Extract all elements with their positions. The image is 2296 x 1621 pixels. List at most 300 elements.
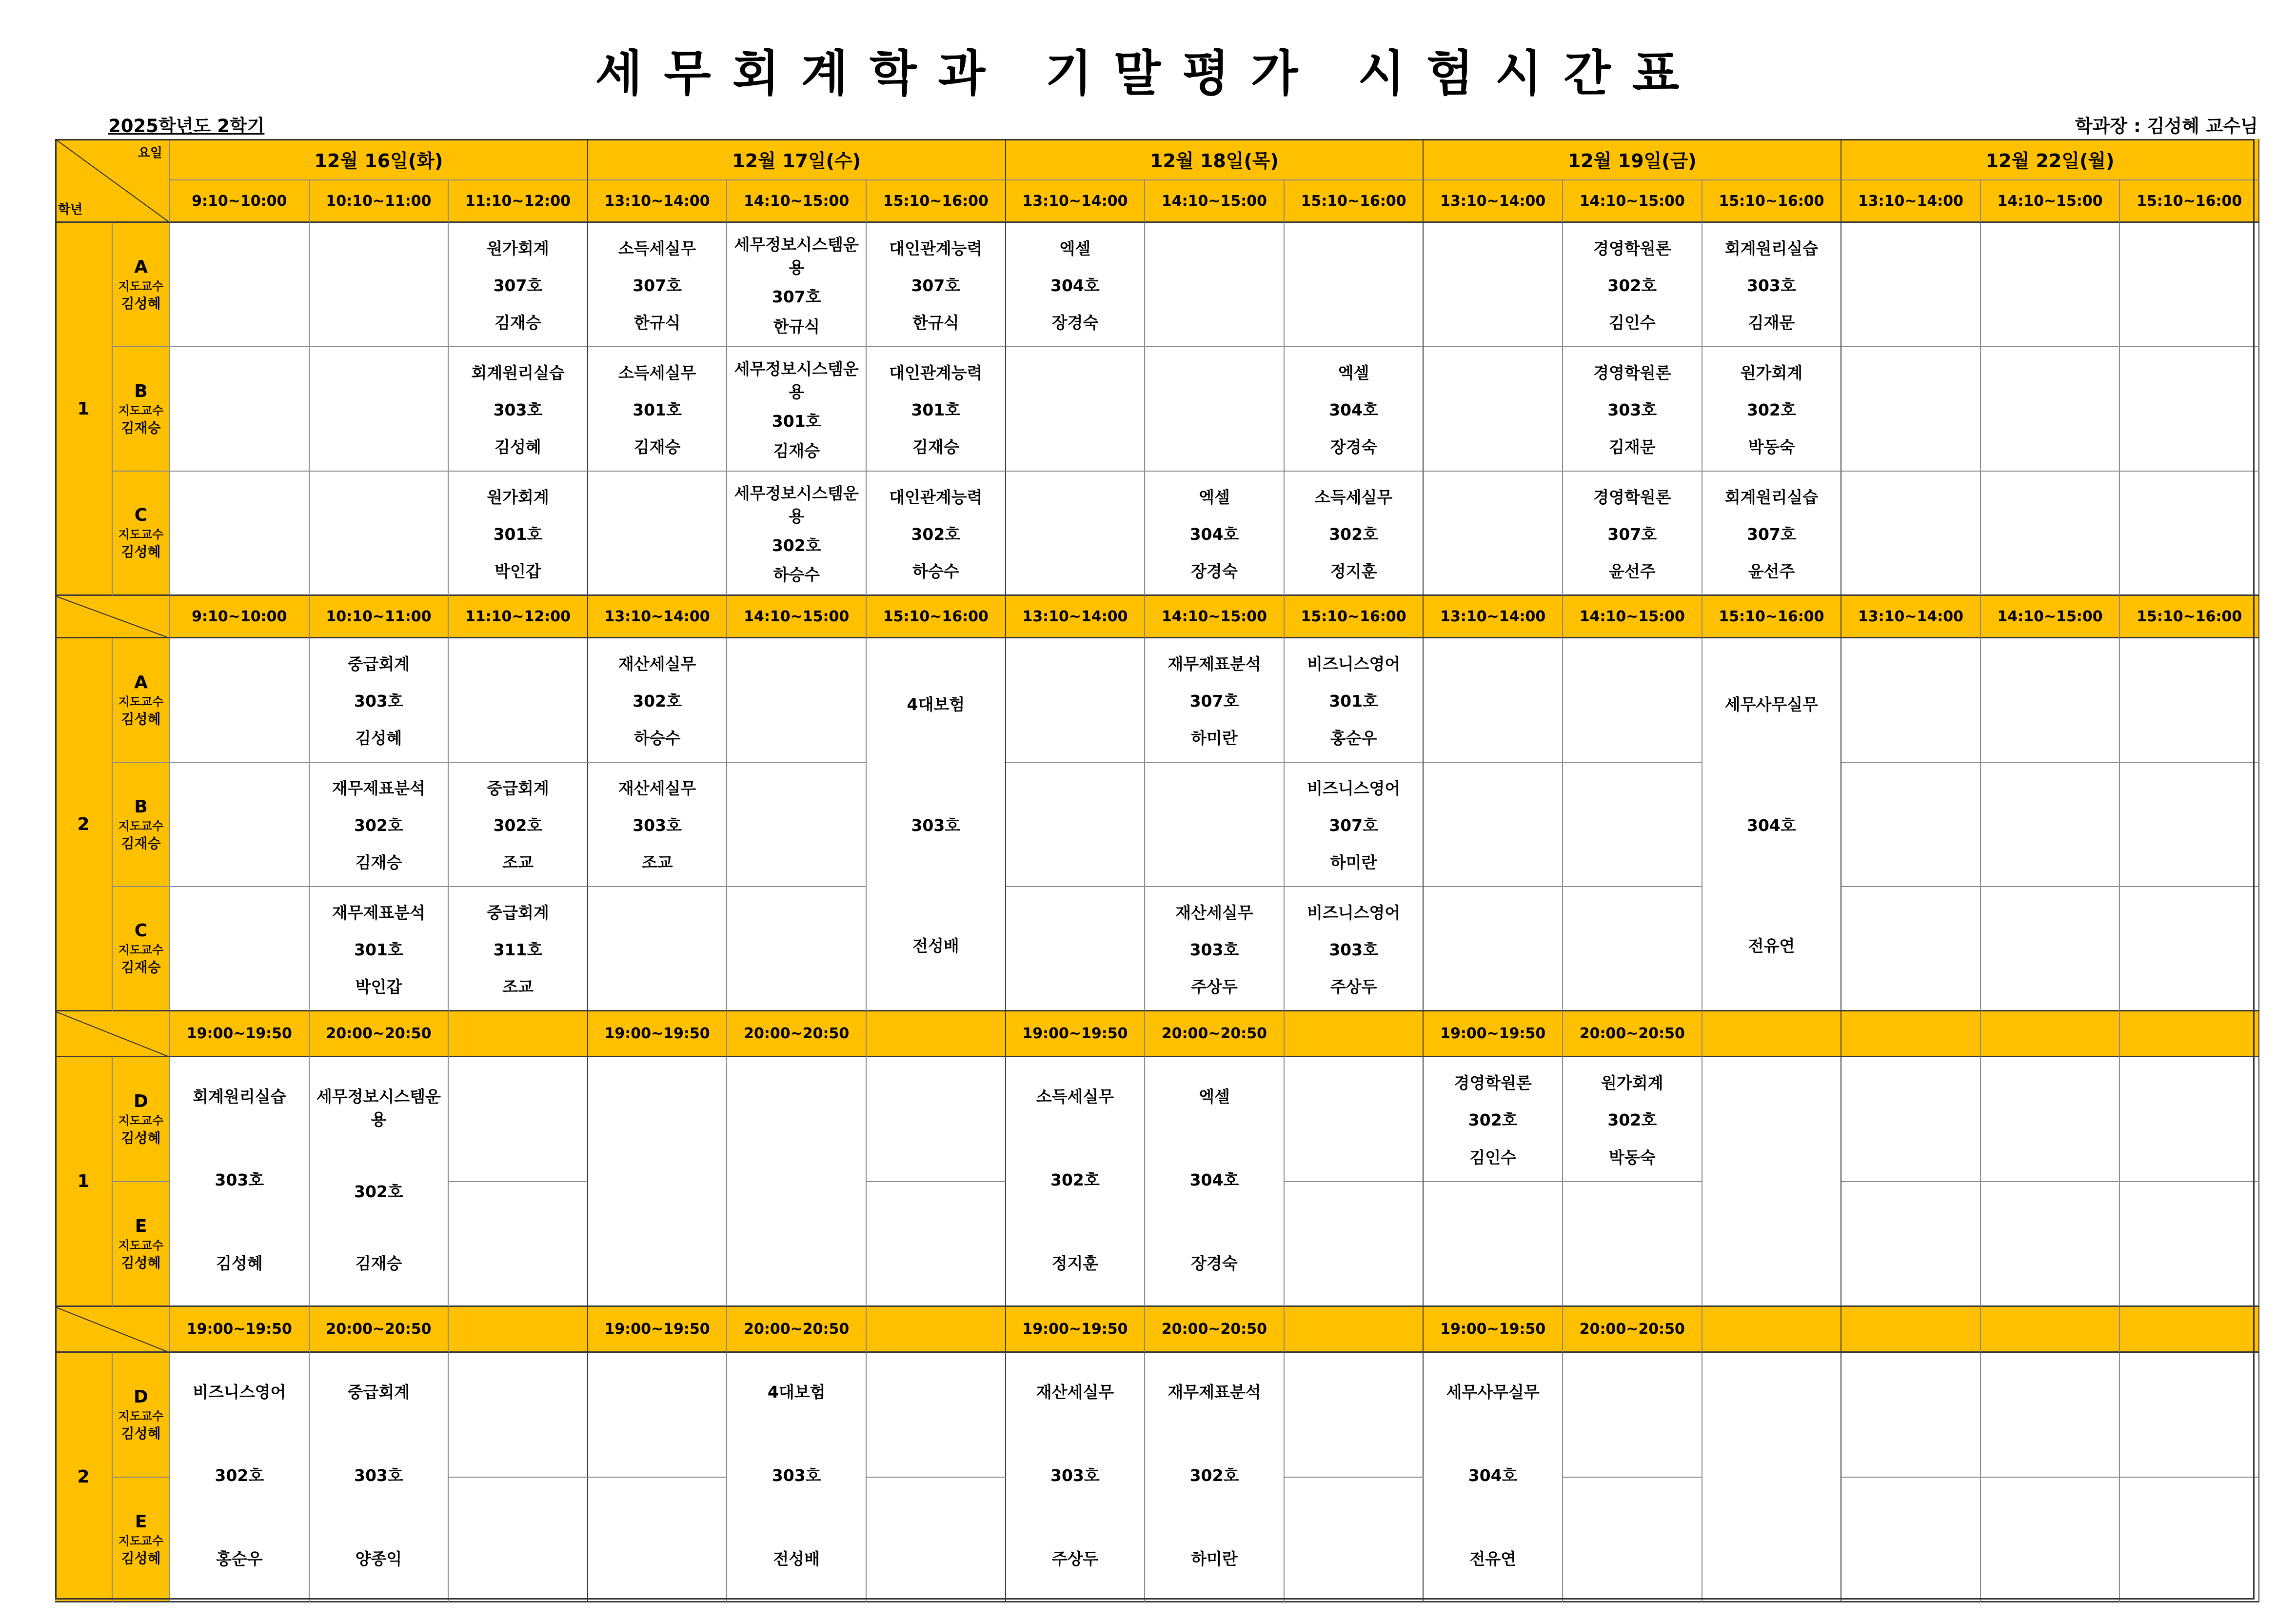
- time-slot-label: 20:00~20:50: [1161, 1025, 1267, 1042]
- group-cell: [113, 1182, 170, 1307]
- schedule-cell: [1285, 223, 1424, 347]
- group-cell: [113, 763, 170, 887]
- exam-room: 302호: [354, 1182, 403, 1201]
- time-slot: [1841, 1011, 1981, 1057]
- exam-subject: 원가회계: [487, 238, 549, 258]
- time-slot: [1424, 596, 1563, 638]
- exam-room: 302호: [493, 815, 543, 835]
- time-slot: [1285, 180, 1424, 223]
- date-label: 12월 19일(금): [1567, 150, 1697, 172]
- time-slot: [1563, 1011, 1702, 1057]
- schedule-cell: [1981, 1478, 2120, 1602]
- time-slot: [588, 596, 728, 638]
- time-slot-label: 14:10~15:00: [1161, 192, 1267, 210]
- exam-subject: 경영학원론: [1593, 238, 1671, 258]
- schedule-cell: [449, 1182, 588, 1307]
- schedule-cell: [1285, 347, 1424, 472]
- exam-proctor: 정지훈: [1051, 1254, 1099, 1273]
- advisor-label: 지도교수: [118, 819, 164, 833]
- exam-room: 302호: [911, 524, 961, 544]
- schedule-cell: [2120, 1353, 2259, 1478]
- exam-proctor: 양종익: [355, 1549, 402, 1568]
- date-header: [1841, 139, 2259, 180]
- schedule-cell: [310, 472, 449, 596]
- schedule-cell: [1702, 347, 1842, 472]
- exam-subject: 원가회계: [1601, 1073, 1663, 1092]
- exam-subject: 세무정보시스템운용: [316, 1087, 441, 1129]
- exam-room: 301호: [772, 412, 821, 431]
- year-cell: [55, 1057, 113, 1307]
- schedule-cell: [2120, 887, 2259, 1011]
- advisor-name: 김재승: [121, 835, 161, 851]
- exam-subject: 회계원리실습: [1724, 238, 1819, 258]
- semester-label: 2025학년도 2학기: [108, 116, 265, 137]
- date-label: 12월 22일(월): [1985, 150, 2115, 172]
- merged-exam-cell: [1006, 1057, 1146, 1307]
- time-slot: [727, 596, 867, 638]
- exam-subject: 소득세실무: [1036, 1087, 1114, 1106]
- advisor-name: 김성혜: [121, 1550, 161, 1566]
- group-cell: [113, 1478, 170, 1602]
- time-slot: [449, 596, 588, 638]
- time-slot-label: 14:10~15:00: [1161, 608, 1267, 625]
- exam-proctor: 하미란: [1191, 729, 1238, 748]
- exam-subject: 비즈니스영어: [1306, 654, 1401, 673]
- schedule-cell: [1285, 763, 1424, 887]
- schedule-cell: [2120, 472, 2259, 596]
- exam-proctor: 김재승: [355, 1254, 402, 1273]
- time-slot-label: 19:00~19:50: [1440, 1025, 1546, 1042]
- schedule-cell: [1841, 1057, 1981, 1182]
- exam-room: 302호: [1747, 400, 1796, 419]
- time-slot-label: 20:00~20:50: [1161, 1321, 1267, 1338]
- time-slot-label: 13:10~14:00: [604, 608, 710, 625]
- time-slot: [449, 1011, 588, 1057]
- exam-proctor: 김재문: [1608, 437, 1656, 457]
- schedule-cell: [1145, 763, 1285, 887]
- exam-room: 304호: [1329, 400, 1378, 419]
- time-slot: [1285, 596, 1424, 638]
- exam-room: 303호: [911, 815, 961, 835]
- corner-day-label: 요일: [138, 146, 162, 160]
- schedule-cell: [727, 763, 867, 887]
- year-label: 1: [77, 398, 90, 419]
- date-header: [170, 139, 588, 180]
- time-slot: [1981, 180, 2120, 223]
- exam-proctor: 조교: [641, 853, 673, 872]
- advisor-label: 지도교수: [118, 694, 164, 709]
- group-cell: [113, 638, 170, 763]
- time-slot: [310, 180, 449, 223]
- exam-room: 307호: [1189, 691, 1239, 711]
- exam-proctor: 하미란: [1191, 1549, 1238, 1568]
- exam-subject: 재산세실무: [1175, 903, 1253, 922]
- schedule-cell: [1841, 347, 1981, 472]
- exam-room: 302호: [215, 1466, 264, 1485]
- exam-subject: 원가회계: [1740, 363, 1803, 382]
- schedule-cell: [867, 1353, 1006, 1478]
- schedule-cell: [449, 1057, 588, 1182]
- advisor-label: 지도교수: [118, 1534, 164, 1548]
- time-slot-label: 13:10~14:00: [1440, 608, 1546, 625]
- date-label: 12월 18일(목): [1150, 150, 1279, 172]
- schedule-cell: [1424, 763, 1563, 887]
- time-slot-label: 19:00~19:50: [1022, 1321, 1128, 1338]
- schedule-cell: [588, 887, 728, 1011]
- date-header: [1006, 139, 1424, 180]
- schedule-cell: [588, 223, 728, 347]
- corner-cell: [55, 139, 170, 223]
- advisor-label: 지도교수: [118, 403, 164, 417]
- exam-room: 311호: [493, 940, 543, 959]
- schedule-cell: [1981, 887, 2120, 1011]
- time-slot-label: 19:00~19:50: [186, 1321, 292, 1338]
- exam-subject: 비즈니스영어: [1306, 778, 1401, 798]
- exam-room: 307호: [1607, 524, 1657, 544]
- schedule-cell: [1563, 1478, 1702, 1602]
- exam-subject: 대인관계능력: [889, 487, 983, 507]
- group-cell: [113, 1353, 170, 1478]
- schedule-cell: [1563, 638, 1702, 763]
- time-slot-label: 15:10~16:00: [1301, 608, 1406, 625]
- advisor-name: 김성혜: [121, 1130, 161, 1146]
- schedule-cell: [1006, 472, 1146, 596]
- exam-proctor: 장경숙: [1191, 1254, 1238, 1273]
- time-slot: [170, 1307, 310, 1353]
- schedule-cell: [1981, 638, 2120, 763]
- exam-proctor: 하승수: [633, 729, 681, 748]
- time-slot: [1424, 1011, 1563, 1057]
- exam-subject: 회계원리실습: [1724, 487, 1819, 507]
- time-slot: [310, 596, 449, 638]
- advisor-name: 김성혜: [121, 544, 161, 560]
- exam-room: 303호: [215, 1170, 264, 1189]
- advisor-name: 김성혜: [121, 1425, 161, 1442]
- time-slot-label: 19:00~19:50: [604, 1321, 710, 1338]
- group-cell: [113, 223, 170, 347]
- schedule-cell: [449, 1478, 588, 1602]
- time-slot: [1702, 1011, 1842, 1057]
- exam-room: 307호: [1747, 524, 1796, 544]
- exam-room: 303호: [772, 1466, 821, 1485]
- time-slot: [1145, 596, 1285, 638]
- exam-proctor: 김성혜: [216, 1254, 263, 1273]
- schedule-cell: [588, 638, 728, 763]
- exam-room: 302호: [1607, 1110, 1657, 1130]
- schedule-cell: [1841, 1182, 1981, 1307]
- schedule-cell: [1424, 887, 1563, 1011]
- date-header: [1424, 139, 1841, 180]
- schedule-cell: [1563, 763, 1702, 887]
- exam-subject: 경영학원론: [1593, 363, 1671, 382]
- time-slot-label: 9:10~10:00: [192, 608, 287, 625]
- time-slot: [1702, 180, 1842, 223]
- time-slot: [867, 1011, 1006, 1057]
- exam-room: 301호: [911, 400, 961, 419]
- exam-subject: 소득세실무: [1314, 487, 1393, 507]
- department-head-label: 학과장 : 김성혜 교수님: [2075, 116, 2258, 137]
- exam-proctor: 김성혜: [355, 729, 402, 748]
- time-slot: [1981, 1307, 2120, 1353]
- time-slot: [1702, 1307, 1842, 1353]
- exam-proctor: 장경숙: [1051, 313, 1099, 333]
- advisor-name: 김성혜: [121, 295, 161, 312]
- advisor-name: 김성혜: [121, 711, 161, 727]
- advisor-label: 지도교수: [118, 528, 164, 541]
- exam-room: 301호: [1329, 691, 1378, 711]
- exam-room: 303호: [1747, 276, 1796, 295]
- exam-room: 307호: [493, 276, 543, 295]
- exam-proctor: 김재승: [355, 853, 402, 872]
- time-slot: [1006, 596, 1146, 638]
- schedule-cell: [1285, 472, 1424, 596]
- schedule-cell: [1981, 1182, 2120, 1307]
- exam-subject: 중급회계: [487, 778, 549, 798]
- schedule-cell: [588, 472, 728, 596]
- exam-subject: 세무정보시스템운용: [734, 483, 859, 526]
- time-slot: [2120, 1011, 2259, 1057]
- schedule-cell: [1285, 1353, 1424, 1478]
- time-slot: [170, 1011, 310, 1057]
- merged-exam-cell: [310, 1057, 449, 1307]
- schedule-cell: [449, 638, 588, 763]
- exam-subject: 4대보험: [907, 695, 965, 714]
- schedule-cell: [727, 638, 867, 763]
- schedule-cell: [2120, 1478, 2259, 1602]
- time-slot: [1424, 1307, 1563, 1353]
- merged-exam-cell: [1145, 1057, 1285, 1307]
- schedule-cell: [1981, 1057, 2120, 1182]
- exam-proctor: 전성배: [912, 936, 959, 955]
- schedule-cell: [588, 1478, 728, 1602]
- schedule-cell: [1285, 638, 1424, 763]
- exam-subject: 재무제표분석: [332, 903, 426, 922]
- exam-room: 302호: [1050, 1170, 1100, 1189]
- time-slot-label: 14:10~15:00: [1579, 608, 1685, 625]
- exam-subject: 회계원리실습: [471, 363, 565, 382]
- time-slot-label: 20:00~20:50: [744, 1321, 850, 1338]
- exam-proctor: 한규식: [773, 317, 820, 336]
- schedule-cell: [1981, 472, 2120, 596]
- time-slot-label: 15:10~16:00: [2137, 608, 2242, 625]
- schedule-cell: [170, 223, 310, 347]
- time-slot: [867, 180, 1006, 223]
- schedule-cell: [867, 1182, 1006, 1307]
- group-name: B: [134, 796, 148, 817]
- time-slot: [1145, 1307, 1285, 1353]
- exam-proctor: 주상두: [1051, 1549, 1099, 1568]
- exam-room: 303호: [493, 400, 543, 419]
- schedule-cell: [310, 347, 449, 472]
- time-slot: [1285, 1307, 1424, 1353]
- time-slot: [449, 180, 588, 223]
- advisor-name: 김재승: [121, 419, 161, 436]
- group-name: B: [134, 381, 148, 401]
- schedule-cell: [170, 472, 310, 596]
- exam-proctor: 홍순우: [216, 1549, 263, 1568]
- exam-proctor: 한규식: [912, 313, 959, 333]
- time-slot: [1841, 180, 1981, 223]
- schedule-cell: [1145, 347, 1285, 472]
- merged-exam-cell: [1006, 1353, 1146, 1602]
- exam-room: 304호: [1747, 815, 1796, 835]
- exam-subject: 중급회계: [347, 1383, 410, 1402]
- time-slot: [867, 596, 1006, 638]
- schedule-cell: [1285, 1182, 1424, 1307]
- time-slot-label: 20:00~20:50: [326, 1321, 432, 1338]
- exam-subject: 엑셀: [1199, 1087, 1230, 1106]
- schedule-cell: [1006, 347, 1146, 472]
- schedule-cell: [449, 763, 588, 887]
- time-slot: [1563, 180, 1702, 223]
- advisor-label: 지도교수: [118, 279, 164, 293]
- merged-exam-cell: [170, 1353, 310, 1602]
- exam-timetable: [55, 139, 2255, 1602]
- exam-proctor: 박동숙: [1608, 1148, 1656, 1167]
- year-label: 1: [77, 1171, 90, 1191]
- time-slot: [727, 1011, 867, 1057]
- schedule-cell: [1841, 887, 1981, 1011]
- time-slot: [727, 1307, 867, 1353]
- exam-subject: 소득세실무: [618, 238, 696, 258]
- advisor-label: 지도교수: [118, 943, 164, 957]
- schedule-cell: [727, 223, 867, 347]
- time-slot: [727, 180, 867, 223]
- time-slot: [1563, 596, 1702, 638]
- exam-room: 303호: [1329, 940, 1378, 959]
- exam-room: 304호: [1050, 276, 1100, 295]
- time-slot-label: 10:10~11:00: [326, 192, 432, 210]
- date-label: 12월 17일(수): [732, 150, 861, 172]
- group-name: A: [134, 257, 148, 277]
- date-label: 12월 16일(화): [314, 150, 443, 172]
- exam-subject: 재무제표분석: [1168, 654, 1261, 673]
- time-slot: [588, 180, 728, 223]
- exam-room: 303호: [1050, 1466, 1100, 1485]
- time-slot: [1145, 180, 1285, 223]
- group-name: D: [134, 1091, 148, 1111]
- schedule-cell: [1981, 1353, 2120, 1478]
- time-slot: [1563, 1307, 1702, 1353]
- schedule-cell: [1424, 638, 1563, 763]
- exam-subject: 경영학원론: [1593, 487, 1671, 507]
- exam-subject: 소득세실무: [618, 363, 696, 382]
- exam-proctor: 윤선주: [1748, 561, 1795, 581]
- merged-exam-cell: [1702, 638, 1842, 1011]
- time-slot-label: 13:10~14:00: [1858, 608, 1964, 625]
- schedule-cell: [2120, 1182, 2259, 1307]
- exam-subject: 경영학원론: [1454, 1073, 1532, 1092]
- exam-room: 302호: [1189, 1466, 1239, 1485]
- exam-room: 303호: [354, 1466, 403, 1485]
- time-slot-label: 13:10~14:00: [604, 192, 710, 210]
- schedule-cell: [727, 472, 867, 596]
- exam-proctor: 김성혜: [495, 437, 541, 457]
- schedule-cell: [1424, 472, 1563, 596]
- advisor-name: 김성혜: [121, 1254, 161, 1271]
- schedule-cell: [867, 472, 1006, 596]
- time-slot-label: 20:00~20:50: [1579, 1321, 1685, 1338]
- page-title: 세무회계학과 기말평가 시험시간표: [595, 45, 1701, 102]
- time-slot-label: 11:10~12:00: [465, 192, 571, 210]
- schedule-cell: [1424, 1182, 1563, 1307]
- year-cell: [55, 1353, 113, 1602]
- exam-subject: 회계원리실습: [193, 1087, 286, 1106]
- schedule-cell: [1563, 1182, 1702, 1307]
- group-cell: [113, 1057, 170, 1182]
- advisor-label: 지도교수: [118, 1114, 164, 1127]
- time-slot-label: 20:00~20:50: [1579, 1025, 1685, 1042]
- exam-subject: 세무정보시스템운용: [734, 235, 859, 277]
- exam-subject: 재무제표분석: [332, 778, 426, 798]
- exam-room: 302호: [354, 815, 403, 835]
- exam-subject: 재무제표분석: [1168, 1383, 1261, 1402]
- advisor-label: 지도교수: [118, 1409, 164, 1423]
- time-slot-label: 19:00~19:50: [604, 1025, 710, 1042]
- time-slot: [588, 1307, 728, 1353]
- group-cell: [113, 887, 170, 1011]
- schedule-cell: [1006, 223, 1146, 347]
- schedule-cell: [867, 1478, 1006, 1602]
- exam-proctor: 장경숙: [1330, 437, 1377, 457]
- exam-proctor: 조교: [502, 853, 534, 872]
- exam-room: 303호: [1607, 400, 1657, 419]
- exam-room: 304호: [1468, 1466, 1518, 1485]
- schedule-cell: [727, 887, 867, 1011]
- exam-subject: 재산세실무: [618, 654, 696, 673]
- exam-proctor: 하미란: [1330, 853, 1377, 872]
- time-slot-label: 15:10~16:00: [2137, 192, 2242, 210]
- time-slot-label: 14:10~15:00: [744, 608, 850, 625]
- exam-proctor: 김인수: [1608, 313, 1656, 333]
- schedule-cell: [588, 347, 728, 472]
- year-cell: [55, 223, 113, 596]
- date-header: [588, 139, 1006, 180]
- exam-proctor: 박인갑: [495, 561, 541, 581]
- exam-proctor: 윤선주: [1608, 561, 1656, 581]
- exam-room: 303호: [633, 815, 682, 835]
- time-slot: [2120, 1307, 2259, 1353]
- time-slot: [449, 1307, 588, 1353]
- schedule-cell: [588, 763, 728, 887]
- merged-exam-cell: [170, 1057, 310, 1307]
- schedule-cell: [170, 763, 310, 887]
- schedule-cell: [1563, 347, 1702, 472]
- group-cell: [113, 472, 170, 596]
- exam-proctor: 박인갑: [355, 977, 402, 996]
- time-slot-label: 15:10~16:00: [1719, 192, 1824, 210]
- schedule-cell: [1563, 223, 1702, 347]
- schedule-cell: [727, 347, 867, 472]
- time-slot: [1702, 596, 1842, 638]
- time-slot: [310, 1307, 449, 1353]
- year-label: 2: [77, 1467, 90, 1487]
- time-slot-label: 15:10~16:00: [1719, 608, 1824, 625]
- exam-proctor: 정지훈: [1330, 561, 1377, 581]
- exam-room: 301호: [493, 524, 543, 544]
- schedule-cell: [1424, 347, 1563, 472]
- schedule-cell: [170, 638, 310, 763]
- time-slot-label: 11:10~12:00: [465, 608, 571, 625]
- schedule-cell: [1006, 638, 1146, 763]
- schedule-cell: [867, 223, 1006, 347]
- schedule-cell: [1285, 1057, 1424, 1182]
- exam-subject: 4대보험: [767, 1383, 826, 1402]
- schedule-cell: [1145, 638, 1285, 763]
- merged-exam-cell: [1145, 1353, 1285, 1602]
- exam-room: 301호: [354, 940, 403, 959]
- schedule-cell: [1006, 763, 1146, 887]
